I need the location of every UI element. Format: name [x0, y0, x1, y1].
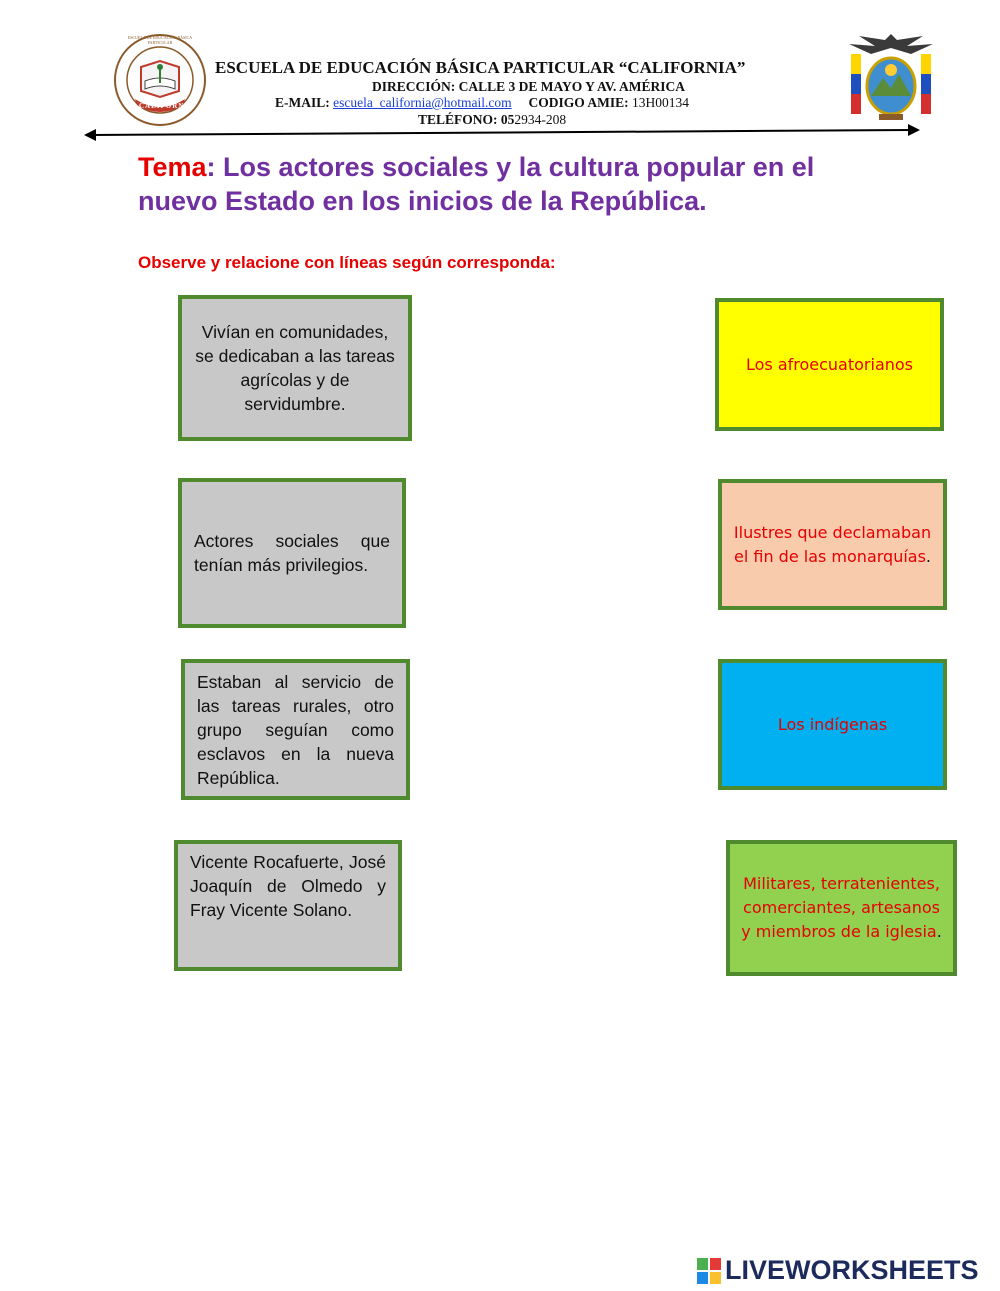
amie-label: CODIGO AMIE:: [528, 95, 629, 110]
left-item-text: Vivían en comunidades, se dedicaban a las tareas agrícolas y de servidumbre.: [195, 322, 395, 414]
left-item-text: Vicente Rocafuerte, José Joaquín de Olmedo y Fray Vicente Solano.: [190, 852, 386, 920]
header-divider-arrow: [82, 123, 922, 143]
right-item-3[interactable]: [718, 659, 947, 790]
left-item-2[interactable]: [178, 478, 406, 628]
logo-banner-text: CALIFORNIA: [139, 102, 195, 110]
email-label: E-MAIL:: [275, 95, 330, 110]
instruction: Observe y relacione con líneas según corresponda:: [138, 253, 556, 272]
email-link[interactable]: escuela_california@hotmail.com: [333, 95, 512, 110]
right-item-text-wrap: [740, 872, 943, 944]
school-logo: [113, 33, 207, 127]
right-item-period: .: [936, 922, 942, 941]
left-item-1[interactable]: [178, 295, 412, 441]
phone-label: TELÉFONO:: [418, 112, 498, 127]
logo-ring-text: ESCUELA DE EDUCACIÓN BÁSICA PARTICULAR: [127, 35, 193, 45]
left-item-text: Estaban al servicio de las tareas rurales, otro grupo seguían como esclavos en la nueva República.: [197, 671, 394, 788]
right-item-text: Militares, terratenientes, comerciantes, artesanos y miembros de la iglesia: [741, 874, 940, 941]
liveworksheets-brand: LIVEWORKSHEETS: [725, 1255, 979, 1285]
right-item-text: Los afroecuatorianos: [745, 354, 914, 374]
right-item-text: Ilustres que declamaban el fin de las monarquías: [733, 522, 932, 566]
phone-prefix: 05: [500, 112, 515, 127]
page-title: [138, 150, 898, 218]
school-name: ESCUELA DE EDUCACIÓN BÁSICA PARTICULAR “CALIFORNIA”: [215, 58, 746, 77]
title-text: Los actores sociales y la cultura popular en el nuevo Estado en los inicios de la República.: [138, 152, 815, 216]
left-item-3[interactable]: [181, 659, 410, 800]
right-item-2[interactable]: [718, 479, 947, 610]
phone-number: 2934-208: [514, 112, 567, 127]
coat-of-arms-icon: [845, 30, 937, 122]
email-row: [275, 95, 689, 111]
amie-code: 13H00134: [632, 95, 690, 110]
school-address: DIRECCIÓN: CALLE 3 DE MAYO Y AV. AMÉRICA: [372, 79, 686, 94]
right-item-text: Los indígenas: [777, 714, 888, 734]
right-item-4[interactable]: [726, 840, 957, 976]
left-item-4[interactable]: [174, 840, 402, 971]
right-item-period: .: [925, 546, 932, 566]
title-colon: :: [206, 152, 216, 182]
right-item-text-wrap: [732, 521, 933, 569]
liveworksheets-logo[interactable]: [697, 1255, 979, 1286]
liveworksheets-icon: [697, 1258, 721, 1284]
title-label: Tema: [138, 152, 207, 182]
right-item-1[interactable]: [715, 298, 944, 431]
left-item-text: Actores sociales que tenían más privilegios.: [194, 531, 390, 575]
